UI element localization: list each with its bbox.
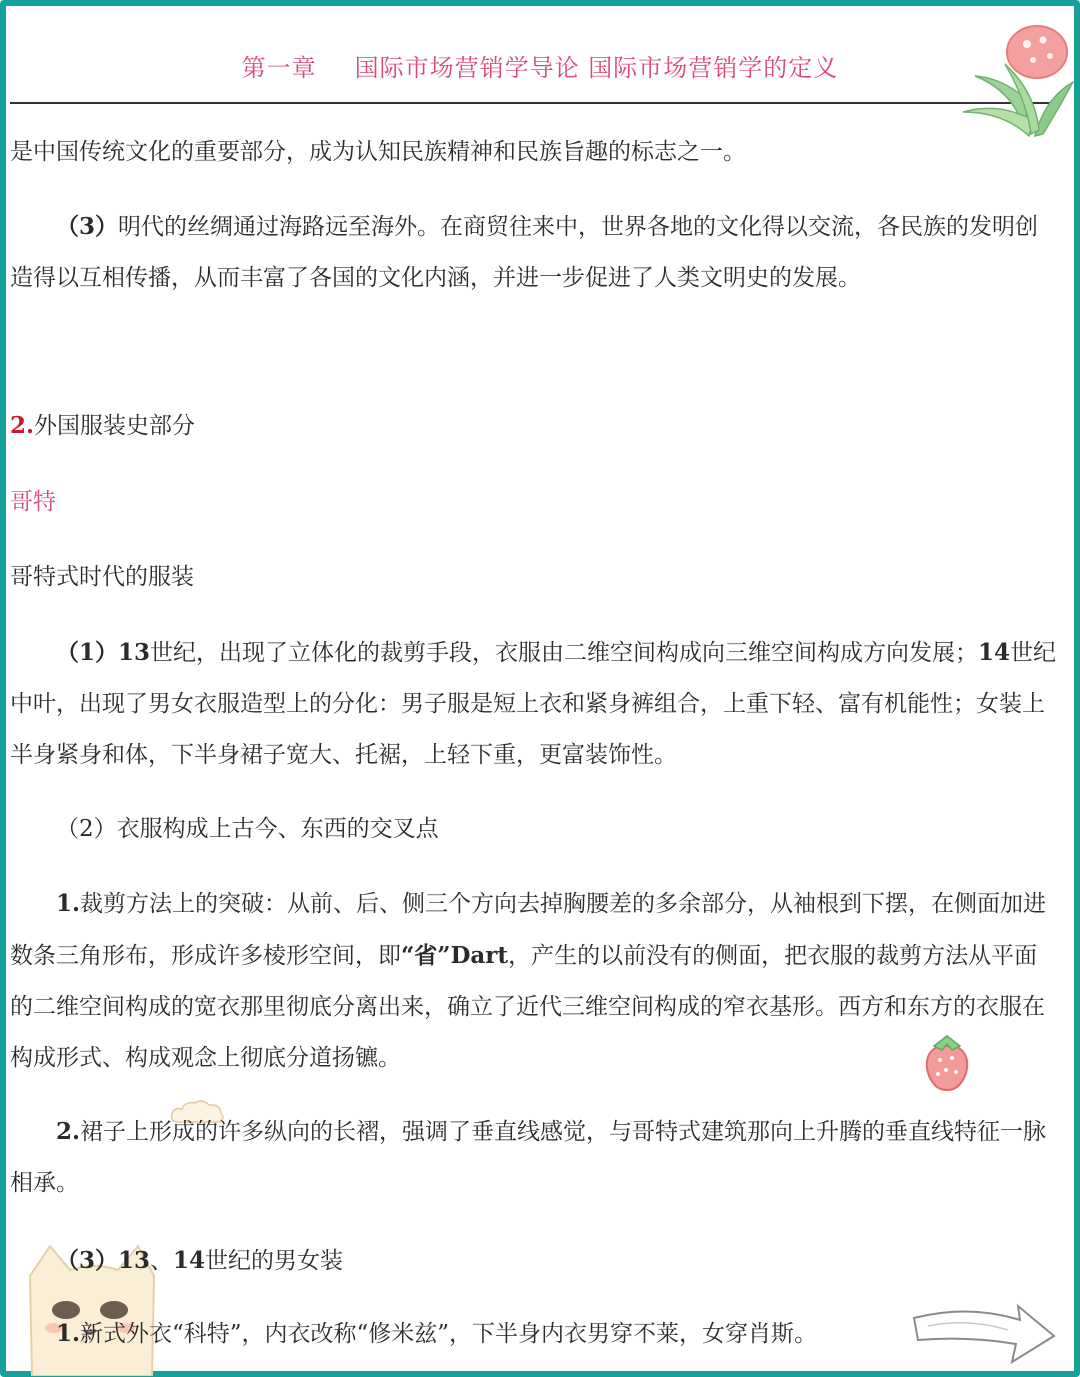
paragraph-7-century-13: 13 [118, 1247, 151, 1274]
section-number: 2. [10, 412, 35, 439]
paragraph-4: （2）衣服构成上古今、东西的交叉点 [56, 816, 439, 842]
paragraph-5-text-b: ，产生的以前没有的侧面，把衣服的裁剪方法从平面的二维空间构成的宽衣那里彻底分离出来，确立了近代三维空间构成的窄衣基形。西方和东方的衣服在构成形式、构成观念上彻底分道扬镳。 [10, 943, 1045, 1071]
paragraph-7-text: 世纪的男女装 [205, 1248, 344, 1274]
paragraph-6-text: 裙子上形成的许多纵向的长褶，强调了垂直线感觉，与哥特式建筑那向上升腾的垂直线特征一脉相承。 [10, 1119, 1047, 1196]
strawberry-sticker-icon [916, 1030, 978, 1096]
dart-term: “省”Dart [401, 942, 509, 969]
paragraph-2-number: （3） [56, 213, 119, 240]
paragraph-5-text-a: 裁剪方法上的突破：从前、后、侧三个方向去掉胸腰差的多余部分，从袖根到下摆，在侧面加进数条三角形布，形成许多棱形空间，即 [10, 891, 1047, 969]
section-heading [10, 400, 1060, 452]
paragraph-5-number: 1. [56, 890, 81, 917]
paragraph-2 [10, 201, 1060, 304]
paragraph-7-separator: 、 [150, 1248, 174, 1274]
paragraph-5 [10, 878, 1060, 1084]
sub-title: 哥特 [10, 489, 56, 515]
paragraph-7 [10, 1235, 1060, 1287]
header-chapter: 第一章 [241, 54, 317, 82]
century-13: 13 [118, 639, 151, 666]
paragraph-8-text: 新式外衣“科特”，内衣改称“修米兹”，下半身内衣男穿不莱，女穿肖斯。 [80, 1321, 818, 1347]
sub-heading: 哥特式时代的服装 [10, 564, 194, 590]
paragraph-7-century-14: 14 [173, 1247, 206, 1274]
page-header [0, 48, 1080, 83]
header-rule [10, 102, 1058, 104]
paragraph-8 [10, 1308, 1060, 1360]
paragraph-3-text-a: 世纪，出现了立体化的裁剪手段，衣服由二维空间构成向三维空间构成方向发展； [150, 640, 979, 666]
century-14: 14 [978, 639, 1011, 666]
paragraph-7-number: （3） [56, 1247, 119, 1274]
paragraph-6 [10, 1106, 1060, 1209]
paragraph-2-text: 明代的丝绸通过海路远至海外。在商贸往来中，世界各地的文化得以交流，各民族的发明创造得以互相传播，从而丰富了各国的文化内涵，并进一步促进了人类文明史的发展。 [10, 214, 1039, 291]
header-title: 国际市场营销学导论 国际市场营销学的定义 [354, 54, 839, 82]
paragraph-3-text-b: 世纪中叶，出现了男女衣服造型上的分化：男子服是短上衣和紧身裤组合，上重下轻、富有机能性；女装上半身紧身和体，下半身裙子宽大、托裾，上轻下重，更富装饰性。 [10, 640, 1057, 768]
arrow-sticker-icon [908, 1296, 1060, 1368]
paragraph-3-number: （1） [56, 639, 119, 666]
paragraph-3 [10, 627, 1060, 781]
section-title: 外国服装史部分 [34, 413, 196, 439]
paragraph-1: 是中国传统文化的重要部分，成为认知民族精神和民族旨趣的标志之一。 [10, 139, 746, 165]
paragraph-6-number: 2. [56, 1118, 81, 1145]
plant-mushroom-sticker-icon [955, 12, 1077, 140]
paragraph-8-number: 1. [56, 1320, 81, 1347]
